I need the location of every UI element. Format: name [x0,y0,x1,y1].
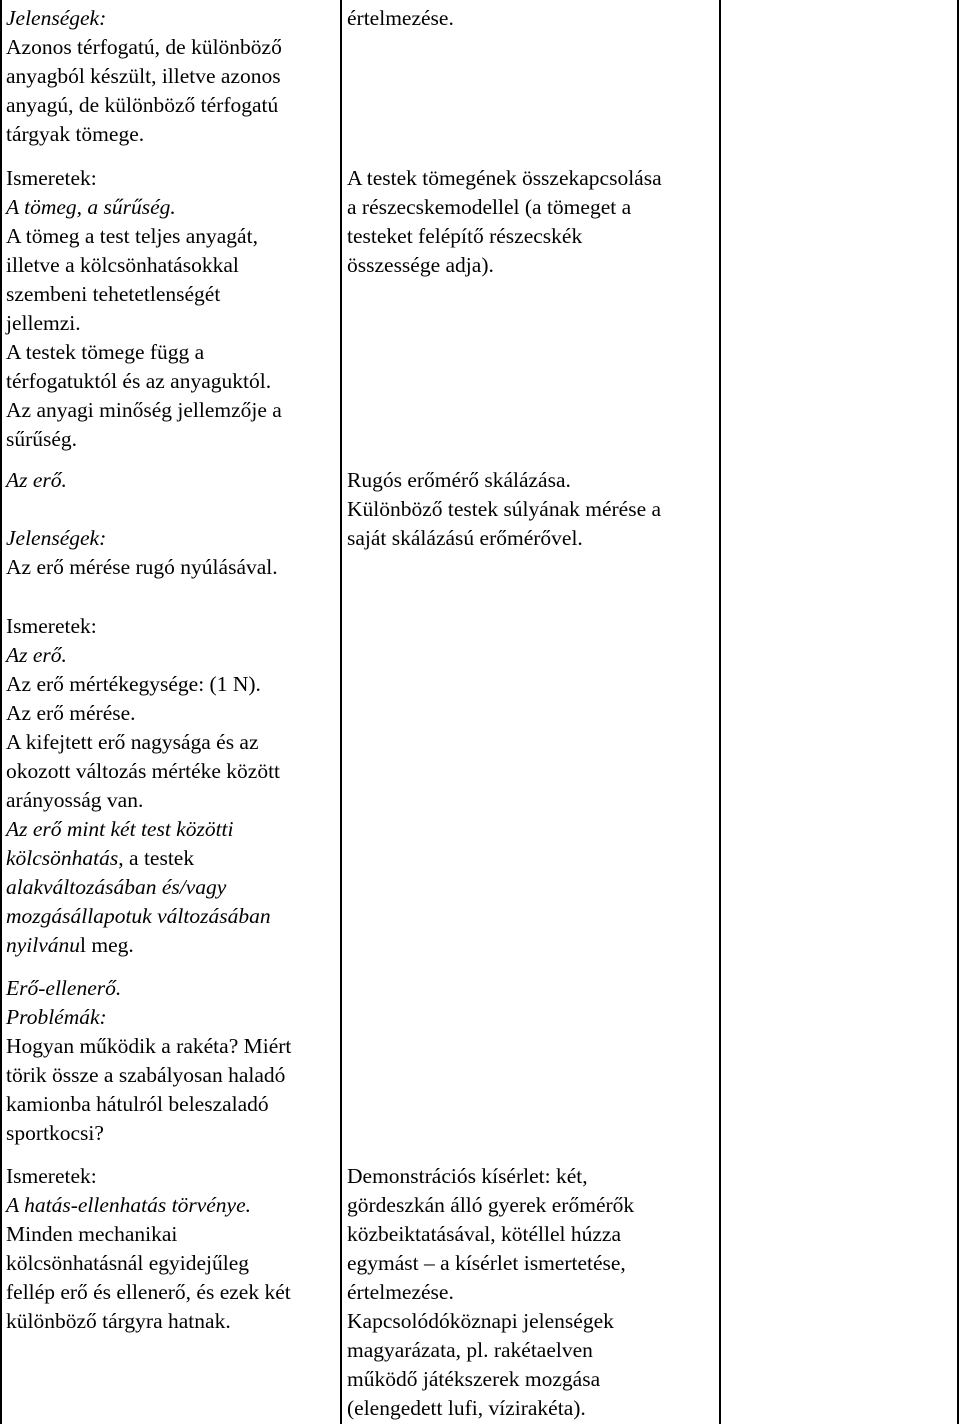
text-line [347,1307,634,1336]
text-segment: A testek tömegének összekapcsolása [347,166,662,190]
text-line [6,844,280,873]
text-line [6,931,280,960]
text-segment: Jelenségek: [6,526,107,550]
text-segment: Az anyagi minőség jellemzője a [6,398,282,422]
text-line [6,62,282,91]
table-border-right [957,0,959,1424]
text-line [6,1220,291,1249]
col1-phenomena-mass [6,4,282,149]
text-line [6,641,280,670]
text-line [6,1307,291,1336]
text-segment: értelmezése. [347,1280,454,1304]
col1-knowledge-mass-density [6,164,282,454]
text-segment: A tömeg a test teljes anyagát, [6,224,258,248]
col2-mass-particle-model [347,164,662,280]
text-segment: törik össze a szabályosan haladó [6,1063,286,1087]
text-segment: testeket felépítő részecskék [347,224,583,248]
text-line [6,974,291,1003]
col1-action-reaction-problems [6,974,291,1148]
col2-spring-scale [347,466,661,553]
text-line [6,1061,291,1090]
text-line [6,786,280,815]
text-segment: térfogatuktól és az anyaguktól. [6,369,272,393]
text-line [6,1162,291,1191]
text-segment: magyarázata, pl. rakétaelven [347,1338,593,1362]
text-line [347,4,454,33]
text-segment: kamionba hátulról beleszaladó [6,1092,269,1116]
text-segment: Az erő. [6,468,67,492]
text-segment: Rugós erőmérő skálázása. [347,468,571,492]
text-line [6,466,67,495]
text-segment: mozgásállapotuk változásában [6,904,271,928]
text-segment: (elengedett lufi, vízirakéta). [347,1396,586,1420]
col1-knowledge-force [6,612,280,960]
text-segment: Jelenségek: [6,6,107,30]
text-segment: egymást – a kísérlet ismertetése, [347,1251,626,1275]
text-line [6,728,280,757]
table-border-col2 [719,0,721,1424]
text-segment: Ismeretek: [6,1164,97,1188]
text-line [347,1394,634,1423]
text-segment: A tömeg, a sűrűség. [6,195,176,219]
col1-force-heading [6,466,67,495]
text-segment: szembeni tehetetlenségét [6,282,221,306]
col2-interpretation [347,4,454,33]
text-segment: hatás törvénye. [119,1193,252,1217]
text-line [6,873,280,902]
text-segment: nyilvánu [6,933,81,957]
text-segment: Különböző testek súlyának mérése a [347,497,662,521]
text-segment: Ismeretek: [6,614,97,638]
text-segment: illetve a kölcsönhatásokkal [6,253,239,277]
col2-demonstration-experiment [347,1162,634,1423]
text-segment: különböző tárgyra hatnak. [6,1309,231,1333]
text-segment: gördeszkán álló gyerek erőmérők [347,1193,635,1217]
text-segment: Az erő mértékegysége: (1 N). [6,672,261,696]
text-segment: kölcsönhatásnál egyidejűleg [6,1251,249,1275]
text-line [347,1249,634,1278]
text-line [6,164,282,193]
text-segment: sűrűség. [6,427,78,451]
text-segment: Ismeretek: [6,166,97,190]
text-line [347,466,661,495]
text-line [347,1162,634,1191]
text-segment: közbeiktatásával, kötéllel húzza [347,1222,621,1246]
text-segment: Problémák: [6,1005,107,1029]
text-line [6,670,280,699]
text-line [6,1191,291,1220]
text-segment: összessége adja). [347,253,494,277]
text-line [6,1249,291,1278]
text-segment: anyagból készült, illetve azonos [6,64,281,88]
text-line [6,91,282,120]
text-segment: fellép erő és ellenerő, és ezek két [6,1280,291,1304]
text-segment: Az erő mérése rugó nyúlásával. [6,555,278,579]
text-line [6,902,280,931]
text-line [6,815,280,844]
text-line [6,251,282,280]
text-line [6,553,278,582]
text-line [347,1191,634,1220]
text-line [347,1336,634,1365]
text-line [6,309,282,338]
text-line [6,612,280,641]
text-segment: Kapcsolódóköznapi jelenségek [347,1309,614,1333]
text-line [347,251,662,280]
text-line [347,193,662,222]
text-line [6,280,282,309]
text-line [6,1032,291,1061]
text-segment: tárgyak tömege. [6,122,145,146]
text-segment: A kifejtett erő nagysága és az [6,730,259,754]
text-segment: Erő-ellenerő. [6,976,122,1000]
table-border-col1 [340,0,342,1424]
text-line [6,1119,291,1148]
text-segment: l meg. [80,933,134,957]
text-segment: , a testek [118,846,195,870]
text-segment: sportkocsi? [6,1121,104,1145]
text-line [6,120,282,149]
text-segment: A testek tömege függ a [6,340,205,364]
text-segment: értelmezése. [347,6,454,30]
text-segment: saját skálázású erőmérővel. [347,526,583,550]
text-line [6,33,282,62]
text-line [6,524,278,553]
text-line [6,1090,291,1119]
table-border-left [0,0,2,1424]
text-segment: Hogyan működik a rakéta? Miért [6,1034,292,1058]
text-line [347,524,661,553]
text-line [347,164,662,193]
text-segment: Minden mechanikai [6,1222,178,1246]
text-line [6,425,282,454]
text-line [6,1278,291,1307]
text-segment: okozott változás mértéke között [6,759,281,783]
text-line [6,222,282,251]
text-line [6,4,282,33]
text-segment: Az erő. [6,643,67,667]
text-line [6,396,282,425]
text-segment: Demonstrációs kísérlet: két, [347,1164,588,1188]
text-segment: Az erő mérése. [6,701,136,725]
text-line [347,495,661,524]
text-segment: Az erő mint két test közötti [6,817,234,841]
text-line [6,757,280,786]
text-segment: alakváltozásában és/vagy [6,875,227,899]
text-line [6,367,282,396]
col1-knowledge-action-reaction [6,1162,291,1336]
text-line [347,222,662,251]
text-segment: jellemzi. [6,311,81,335]
text-segment: arányosság van. [6,788,144,812]
text-line [6,193,282,222]
text-segment: működő játékszerek mozgása [347,1367,601,1391]
text-line [347,1220,634,1249]
col1-phenomena-force [6,524,278,582]
text-segment: a részecskemodellel (a tömeget a [347,195,632,219]
text-line [347,1278,634,1307]
text-segment: Azonos térfogatú, de különböző [6,35,282,59]
text-line [6,1003,291,1032]
text-segment: kölcsönhatás [6,846,119,870]
text-segment: A hatás-ellen [6,1193,120,1217]
text-segment: anyagú, de különböző térfogatú [6,93,279,117]
text-line [6,699,280,728]
text-line [347,1365,634,1394]
text-line [6,338,282,367]
